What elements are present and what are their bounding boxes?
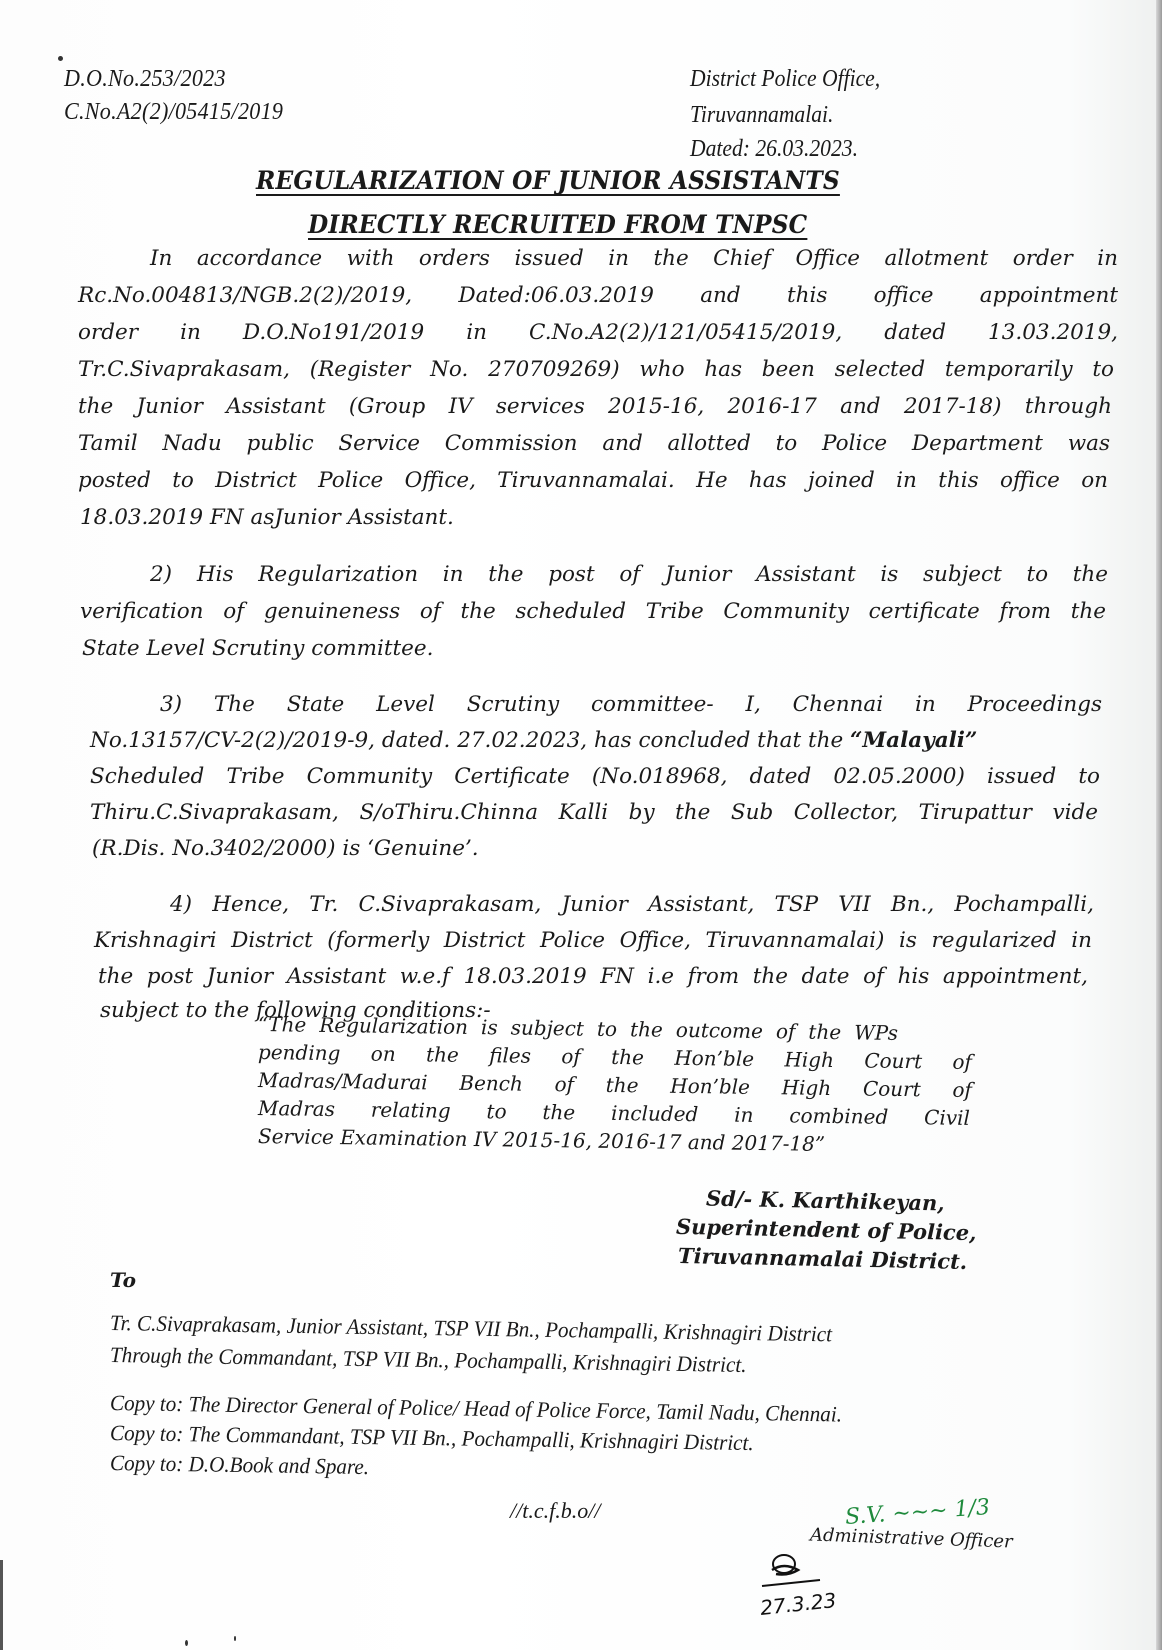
- para4-line: Krishnagiri District (formerly District Police Office, Tiruvannamalai) is regularized in: [94, 928, 1092, 953]
- copy-to-item: Copy to: The Commandant, TSP VII Bn., Pochampalli, Krishnagiri District.: [109, 1420, 754, 1456]
- title-line-2: DIRECTLY RECRUITED FROM TNPSC: [308, 210, 808, 239]
- recipient-line: Through the Commandant, TSP VII Bn., Pochampalli, Krishnagiri District.: [109, 1342, 747, 1377]
- signatory-name: Sd/- K. Karthikeyan,: [705, 1185, 945, 1216]
- handwritten-signature: S.V. ~~~ 1/3: [844, 1494, 991, 1531]
- para1-line: 18.03.2019 FN asJunior Assistant.: [80, 505, 454, 530]
- do-number: D.O.No.253/2023: [64, 66, 226, 92]
- quote-line: “The Regularization is subject to the outcome of the WPs: [257, 1012, 899, 1045]
- scan-speck: [234, 1636, 236, 1641]
- para1-line: the Junior Assistant (Group IV services 2015-16, 2016-17 and 2017-18) through: [78, 394, 1112, 419]
- para1-line: Rc.No.004813/NGB.2(2)/2019, Dated:06.03.2019 and this office appointment: [78, 283, 1118, 308]
- para3-line: Thiru.C.Sivaprakasam, S/oThiru.Chinna Kalli by the Sub Collector, Tirupattur vide: [90, 800, 1098, 825]
- office-name: District Police Office,: [690, 66, 881, 92]
- case-number: C.No.A2(2)/05415/2019: [64, 99, 284, 125]
- handwritten-date: 27.3.23: [758, 1588, 838, 1620]
- tcfbo-note: //t.c.f.b.o//: [510, 1498, 601, 1523]
- para3-text: No.13157/CV-2(2)/2019-9, dated. 27.02.2023, has concluded that the: [90, 728, 851, 753]
- signatory-district: Tiruvannamalai District.: [677, 1242, 968, 1275]
- para2-line: 2) His Regularization in the post of Junior Assistant is subject to the: [150, 562, 1108, 587]
- para1-line: Tr.C.Sivaprakasam, (Register No. 270709269) who has been selected temporarily to: [78, 357, 1114, 382]
- para1-line: order in D.O.No191/2019 in C.No.A2(2)/121/05415/2019, dated 13.03.2019,: [78, 320, 1118, 345]
- signatory-designation: Superintendent of Police,: [675, 1213, 977, 1246]
- order-date: Dated: 26.03.2023.: [690, 136, 858, 162]
- initials-scribble-icon: [754, 1550, 830, 1594]
- copy-to-item: Copy to: The Director General of Police/ Head of Police Force, Tamil Nadu, Chennai.: [109, 1390, 843, 1427]
- para2-line: State Level Scrutiny committee.: [82, 636, 434, 661]
- para1-line: posted to District Police Office, Tiruvannamalai. He has joined in this office on: [78, 468, 1108, 493]
- community-name: “Malayali”: [850, 728, 978, 753]
- para4-line: subject to the following conditions:-: [100, 998, 491, 1023]
- para3-line: (R.Dis. No.3402/2000) is ‘Genuine’.: [92, 836, 479, 861]
- title-line-1: REGULARIZATION OF JUNIOR ASSISTANTS: [256, 166, 840, 195]
- copy-to-item: Copy to: D.O.Book and Spare.: [109, 1450, 370, 1480]
- page-edge-shadow: [1156, 0, 1162, 1650]
- recipient-line: Tr. C.Sivaprakasam, Junior Assistant, TSP VII Bn., Pochampalli, Krishnagiri District: [109, 1310, 833, 1347]
- quote-line: Madras/Madurai Bench of the Hon’ble High Court of: [257, 1068, 973, 1102]
- quote-line: pending on the files of the Hon’ble High Court of: [257, 1040, 973, 1074]
- para1-line: In accordance with orders issued in the Chief Office allotment order in: [150, 246, 1118, 271]
- office-place: Tiruvannamalai.: [690, 102, 834, 128]
- para3-line: 3) The State Level Scrutiny committee- I, Chennai in Proceedings: [160, 692, 1102, 717]
- para3-line: Scheduled Tribe Community Certificate (No.018968, dated 02.05.2000) issued to: [90, 764, 1100, 789]
- quote-line: Service Examination IV 2015-16, 2016-17 and 2017-18”: [257, 1124, 826, 1156]
- admin-officer-title: Administrative Officer: [809, 1524, 1013, 1553]
- para2-line: verification of genuineness of the scheduled Tribe Community certificate from the: [80, 599, 1106, 624]
- quote-line: Madras relating to the included in combined Civil: [257, 1096, 971, 1130]
- para1-line: Tamil Nadu public Service Commission and allotted to Police Department was: [78, 431, 1110, 456]
- to-label: To: [110, 1268, 136, 1292]
- para3-line: [90, 728, 977, 753]
- ink-dot: [58, 56, 63, 61]
- page-edge-left: [0, 1560, 3, 1650]
- scan-speck: [185, 1640, 188, 1646]
- para4-line: 4) Hence, Tr. C.Sivaprakasam, Junior Assistant, TSP VII Bn., Pochampalli,: [170, 892, 1094, 917]
- para4-line: the post Junior Assistant w.e.f 18.03.2019 FN i.e from the date of his appointment,: [98, 964, 1088, 989]
